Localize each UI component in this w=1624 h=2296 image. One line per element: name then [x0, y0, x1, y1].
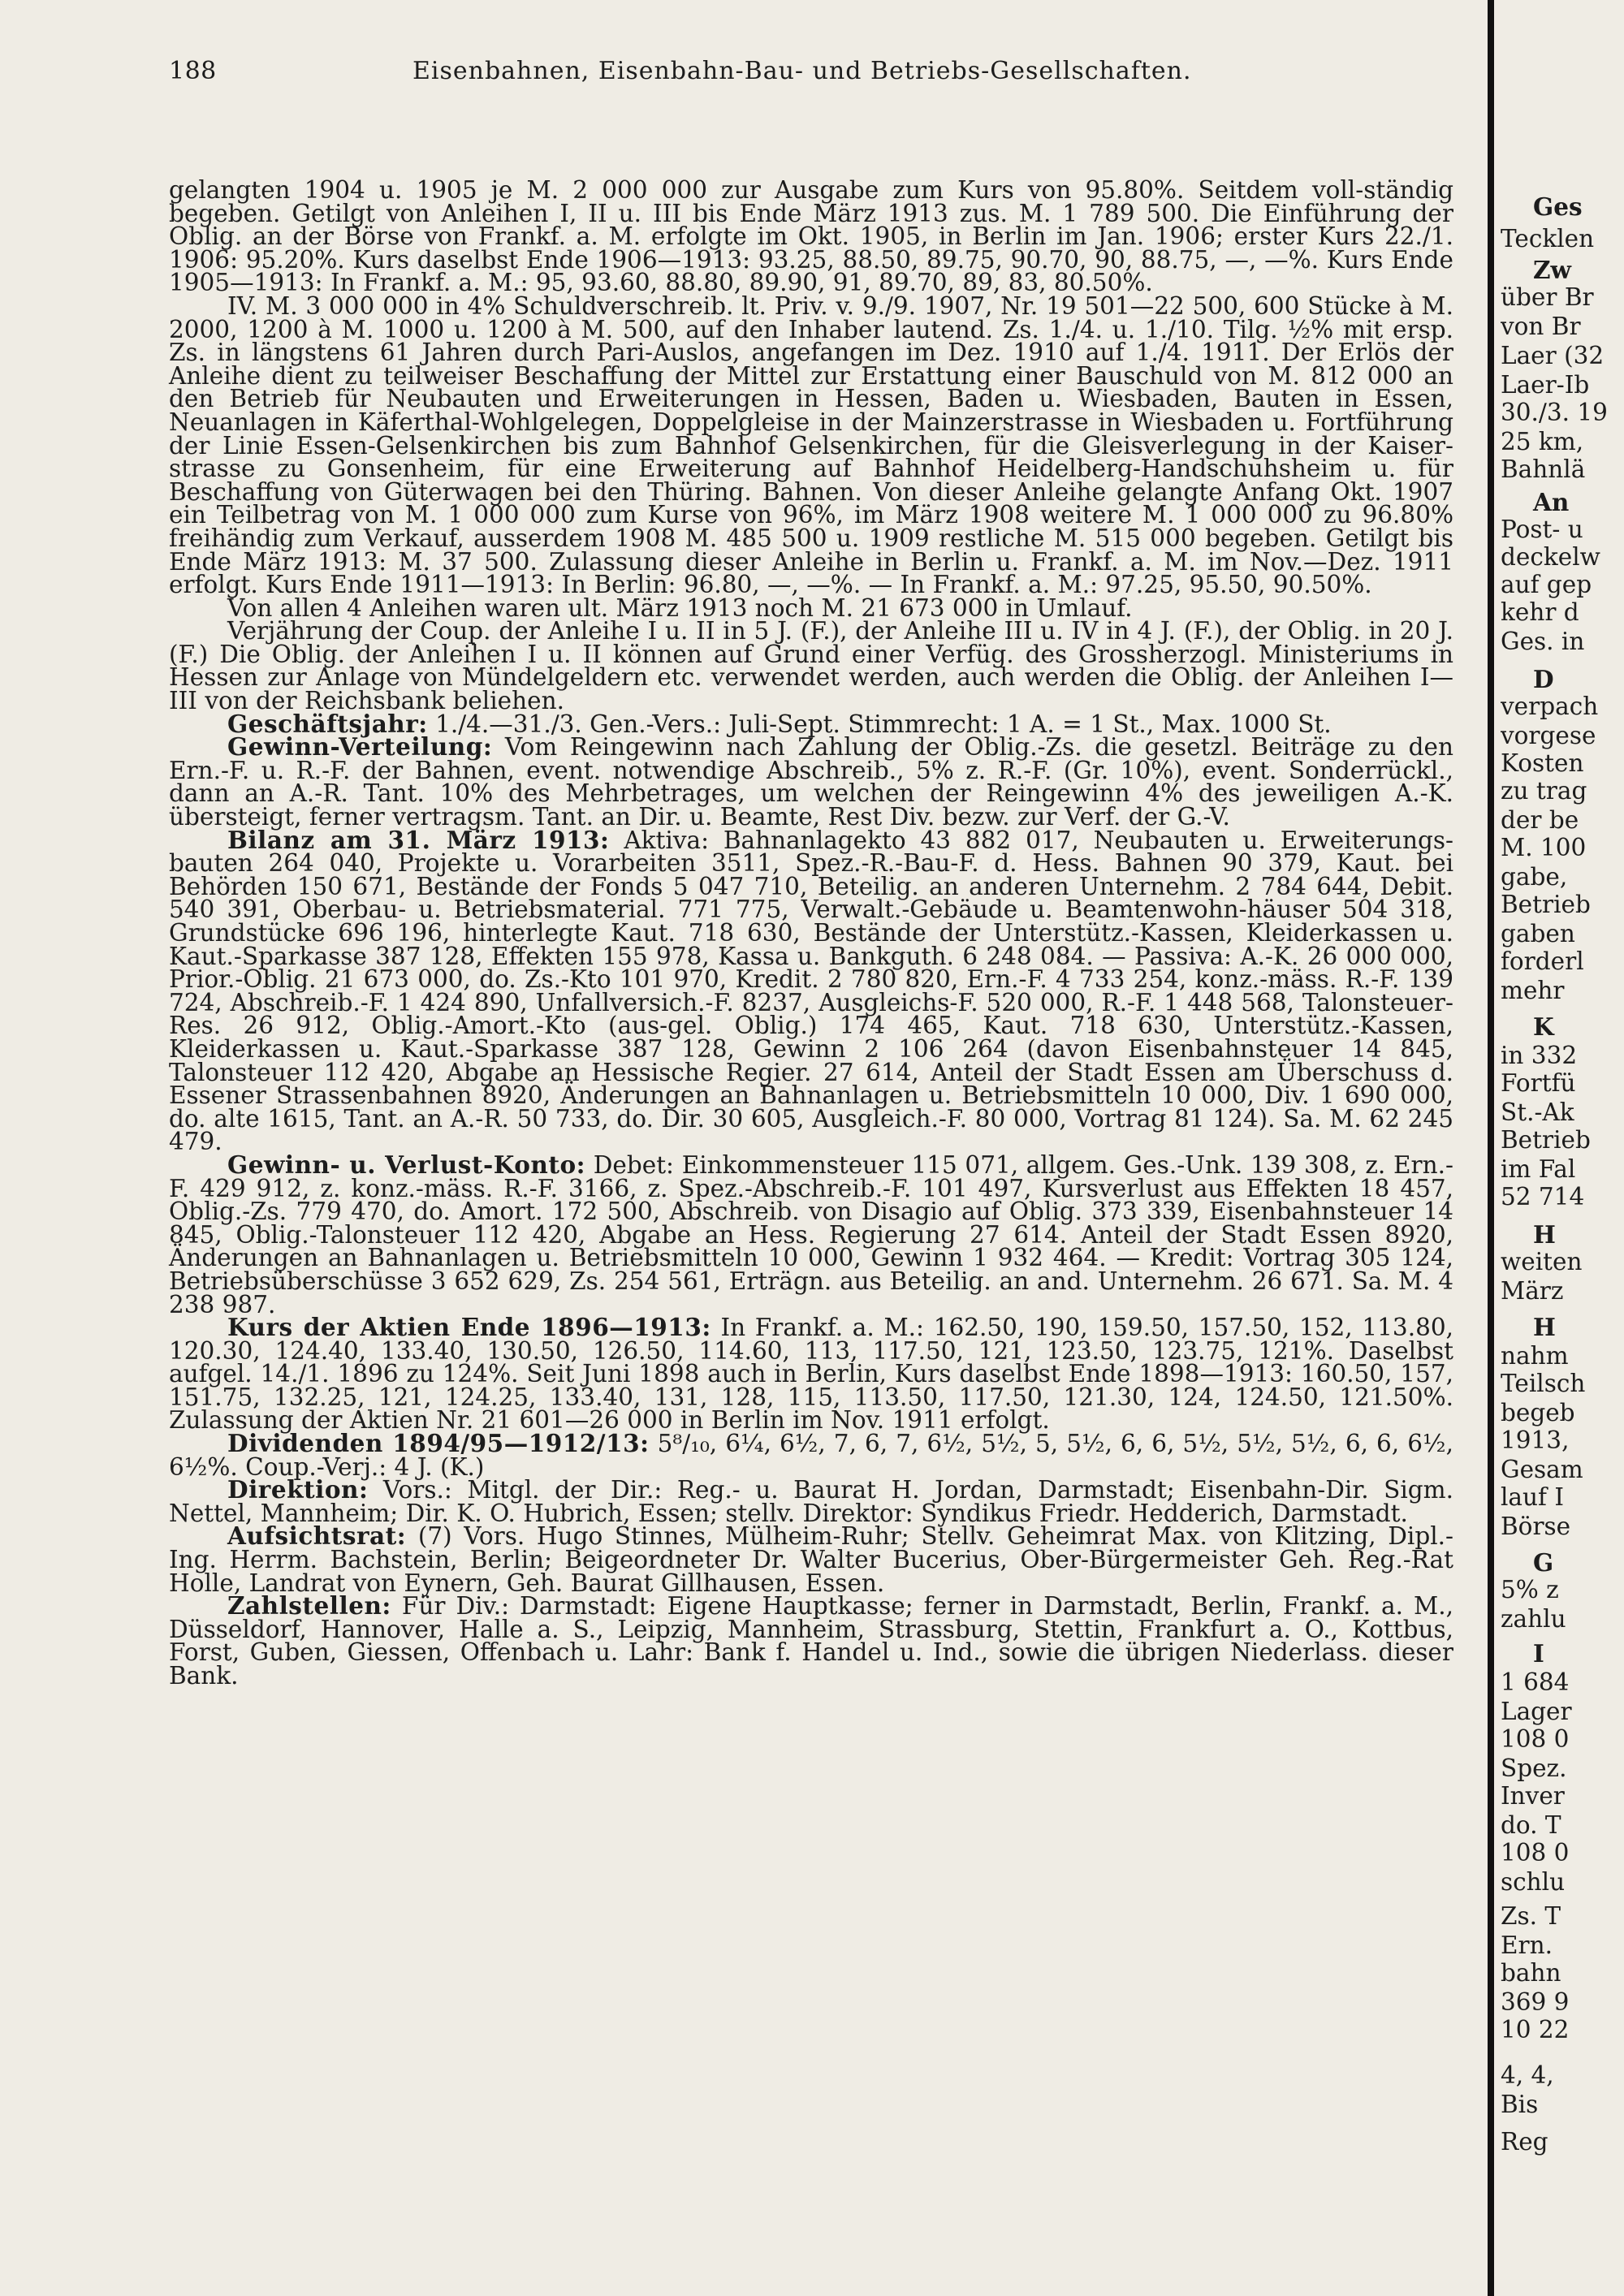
right-column-fragment: 108 0 — [1501, 1725, 1570, 1753]
right-column-fragment: auf gep — [1501, 571, 1592, 598]
right-column-fragment: Bis — [1501, 2091, 1539, 2118]
paragraph-text: Verjährung der Coup. der Anleihe I u. II in 5 J. (F.), der Anleihe III u. IV in 4 J. (F.), der Oblig. in 20 J. (F.) Die Oblig. der Anleihen I u. II können auf Grund einer Verfüg. des Grossherzogl. Ministeriums in Hessen zur Anlage von Mündelgeldern etc. verwendet werden, auch werden die Oblig. der Anleihen I—III von der Reichsbank beliehen. — [169, 617, 1453, 715]
right-column-fragment: Ges. in — [1501, 628, 1585, 655]
paragraph-text: Für Div.: Darmstadt: Eigene Hauptkasse; ferner in Darmstadt, Berlin, Frankf. a. M., Düsseldorf, Hannover, Halle a. S., Leipzig, Mannheim, Strassburg, Stettin, Frankfurt a. O., Kottbus, Forst, Guben, Giessen, Offenbach u. Lahr: Bank f. Handel u. Ind., sowie die übrigen Niederlass. dieser Bank. — [169, 1592, 1453, 1690]
right-column-fragment: Zw — [1533, 256, 1571, 284]
right-column-fragment: St.-Ak — [1501, 1098, 1574, 1126]
right-column-fragment: forderl — [1501, 947, 1584, 975]
right-column-fragment: deckelw — [1501, 543, 1600, 571]
right-column-fragment: D — [1533, 665, 1554, 693]
right-column-fragment: Reg — [1501, 2128, 1548, 2156]
right-column-fragment: 30./3. 19 — [1501, 399, 1608, 426]
page-number: 188 — [169, 57, 217, 85]
right-column-fragment: bahn — [1501, 1959, 1561, 1987]
section-label: Zahlstellen: — [227, 1591, 391, 1621]
right-column-fragment: im Fal — [1501, 1155, 1576, 1183]
right-column-fragment: gaben — [1501, 920, 1575, 947]
right-column-fragment: H — [1533, 1313, 1556, 1341]
right-column-fragment: 1913, — [1501, 1426, 1570, 1454]
right-column-fragment: Fortfü — [1501, 1069, 1576, 1097]
paragraph-text: Von allen 4 Anleihen waren ult. März 1913 noch M. 21 673 000 in Umlauf. — [227, 593, 1133, 622]
main-column — [169, 49, 1453, 1688]
right-column-fragment: 25 km, — [1501, 428, 1584, 455]
right-column-fragment: weiten — [1501, 1248, 1583, 1275]
paragraph-text: Vom Reingewinn nach Zahlung der Oblig.-Zs. die gesetzl. Beiträge zu den Ern.-F. u. R.-F. der Bahnen, event. notwendige Abschreib., 5% z. R.-F. (Gr. 10%), event. Sonderrückl., dann an A.-R. Tant. 10% des Mehrbetrages, um welchen der Reingewinn 4% des jeweiligen A.-K. übersteigt, ferner vertragsm. Tant. an Dir. u. Beamte, Rest Div. bezw. zur Verf. der G.-V. — [169, 733, 1453, 831]
paragraph-balance-sheet — [169, 825, 1453, 1156]
right-column-fragment: Börse — [1501, 1513, 1571, 1540]
paragraph-text: 5⁸/₁₀, 6¼, 6½, 7, 6, 7, 6½, 5½, 5, 5½, 6, 6, 5½, 5½, 5½, 6, 6, 6½, 6½%. Coup.-Verj.: 4 J. (K.) — [169, 1430, 1453, 1481]
right-column-fragment: 1 684 — [1501, 1668, 1570, 1696]
right-column-fragment: Tecklen — [1501, 225, 1595, 252]
right-column-fragment: über Br — [1501, 283, 1594, 311]
right-column-fragment: Post- u — [1501, 516, 1583, 543]
right-column-fragment: begeb — [1501, 1399, 1575, 1426]
right-column-fragment: in 332 — [1501, 1042, 1578, 1069]
right-column-fragment: kehr d — [1501, 598, 1579, 626]
right-column-fragment: von Br — [1501, 313, 1581, 340]
right-column-fragment: Spez. — [1501, 1754, 1567, 1782]
right-column-fragment: mehr — [1501, 977, 1565, 1004]
section-label: Aufsichtsrat: — [227, 1521, 407, 1551]
section-label: Direktion: — [227, 1475, 369, 1504]
right-column-fragment: 10 22 — [1501, 2016, 1570, 2044]
right-column-fragment: zahlu — [1501, 1605, 1566, 1633]
right-column-fragment: 369 9 — [1501, 1988, 1570, 2016]
paragraph-share-prices — [169, 1313, 1453, 1435]
right-column-fragment: Inver — [1501, 1782, 1565, 1810]
right-column-fragment: I — [1533, 1639, 1544, 1668]
paragraph-coupon-expiry — [169, 617, 1453, 715]
paragraph-bond-iv — [169, 291, 1453, 599]
paragraph-paying-agents — [169, 1591, 1453, 1690]
paragraph-text: IV. M. 3 000 000 in 4% Schuldverschreib. lt. Priv. v. 9./9. 1907, Nr. 19 501—22 500, 600 Stücke à M. 2000, 1200 à M. 1000 u. 1200 à M. 500, auf den Inhaber lautend. Zs. 1./4. u. 1./10. Tilg. ½% mit ersp. Zs. in längstens 61 Jahren durch Pari-Auslos, angefangen im Dez. 1910 auf 1./4. 1911. Der Erlös der Anleihe dient zu teilweiser Beschaffung der Mittel zur Erstattung einer Bauschuld von M. 812 000 an den Betrieb für Neubauten und Erweiterungen in Hessen, Baden u. Wiesbaden, Bauten in Essen, Neuanlagen in Käferthal-Wohlgelegen, Doppelgleise in der Mainzerstrasse in Wiesbaden u. Fortführung der Linie Essen-Gelsenkirchen bis zum Bahnhof Gelsenkirchen, für die Gleisverlegung in der Kaiser-strasse zu Gonsenheim, für eine Erweiterung auf Bahnhof Heidelberg-Handschuhsheim u. für Beschaffung von Güterwagen bei den Thüring. Bahnen. Von dieser Anleihe gelangte Anfang Okt. 1907 ein Teilbetrag von M. 1 000 000 zum Kurse von 96%, im März 1908 weitere M. 1 000 000 zu 96.80% freihändig zum Verkauf, ausserdem 1908 M. 485 500 u. 1909 restliche M. 515 000 begeben. Getilgt bis Ende März 1913: M. 37 500. Zulassung dieser Anleihe in Berlin u. Frankf. a. M. im Nov.—Dez. 1911 erfolgt. Kurs Ende 1911—1913: In Berlin: 96.80, —, —%. — In Frankf. a. M.: 97.25, 95.50, 90.50%. — [169, 291, 1453, 599]
right-column-fragment: schlu — [1501, 1868, 1566, 1896]
right-column-fragment: Lager — [1501, 1698, 1572, 1725]
right-column-fragment: nahm — [1501, 1342, 1569, 1370]
paragraph-dividends — [169, 1429, 1453, 1481]
right-column-fragment: H — [1533, 1220, 1556, 1249]
right-column-fragment: Laer-Ib — [1501, 371, 1590, 399]
paragraph-bonds-outstanding — [169, 593, 1453, 622]
column-divider — [1488, 0, 1494, 2296]
right-column-fragment: verpach — [1501, 693, 1599, 720]
section-label: Gewinn- u. Verlust-Konto: — [227, 1150, 586, 1179]
paragraph-text: (7) Vors. Hugo Stinnes, Mülheim-Ruhr; Stellv. Geheimrat Max. von Klitzing, Dipl.-Ing. Herrm. Bachstein, Berlin; Beigeordneter Dr. Walter Bucerius, Ober-Bürgermeister Geh. Reg.-Rat Holle, Landrat von Eynern, Geh. Baurat Gillhausen, Essen. — [169, 1522, 1453, 1597]
right-column-fragment: Laer (32 — [1501, 342, 1605, 369]
right-column-fragment: Bahnlä — [1501, 455, 1586, 483]
running-title: Eisenbahnen, Eisenbahn-Bau- und Betriebs-Gesellschaften. — [412, 57, 1192, 85]
section-label: Geschäftsjahr: — [227, 709, 428, 738]
right-column-fragment: 5% z — [1501, 1576, 1559, 1603]
right-column-cropped — [1501, 0, 1624, 2296]
right-column-fragment: Ges — [1533, 192, 1583, 221]
right-column-fragment: gabe, — [1501, 863, 1568, 891]
paragraph-text: 1./4.—31./3. Gen.-Vers.: Juli-Sept. Stimmrecht: 1 A. = 1 St., Max. 1000 St. — [435, 710, 1332, 738]
right-column-fragment: M. 100 — [1501, 834, 1587, 861]
paragraph-text: In Frankf. a. M.: 162.50, 190, 159.50, 157.50, 152, 113.80, 120.30, 124.40, 133.40, 130.50, 126.50, 114.60, 113, 117.50, 121, 123.50, 123.75, 121%. Daselbst aufgel. 14./1. 1896 zu 124%. Seit Juni 1898 auch in Berlin, Kurs daselbst Ende 1898—1913: 160.50, 157, 151.75, 132.25, 121, 124.25, 133.40, 131, 128, 115, 113.50, 117.50, 121.30, 124, 124.50, 121.50%. Zulassung der Aktien Nr. 21 601—26 000 in Berlin im Nov. 1911 erfolgt. — [169, 1314, 1453, 1435]
paragraph-management — [169, 1475, 1453, 1527]
paragraph-profit-distribution — [169, 732, 1453, 831]
section-label: Bilanz am 31. März 1913: — [227, 825, 610, 854]
right-column-fragment: K — [1533, 1012, 1554, 1041]
paragraph-bond-intro — [169, 176, 1453, 297]
right-column-fragment: Ern. — [1501, 1931, 1553, 1959]
page-header — [169, 49, 1453, 99]
right-column-fragment: G — [1533, 1548, 1554, 1577]
right-column-fragment: 108 0 — [1501, 1839, 1570, 1867]
section-label: Gewinn-Verteilung: — [227, 732, 493, 762]
right-column-fragment: lauf I — [1501, 1483, 1564, 1511]
section-label: Kurs der Aktien Ende 1896—1913: — [227, 1313, 711, 1342]
right-column-fragment: Teilsch — [1501, 1370, 1586, 1397]
right-column-fragment: vorgese — [1501, 722, 1596, 749]
right-column-fragment: 4, 4, — [1501, 2061, 1554, 2089]
right-column-fragment: Gesam — [1501, 1456, 1583, 1483]
right-column-fragment: An — [1533, 488, 1570, 516]
body-text — [169, 176, 1453, 1690]
paragraph-text: gelangten 1904 u. 1905 je M. 2 000 000 zur Ausgabe zum Kurs von 95.80%. Seitdem voll-ständig begeben. Getilgt von Anleihen I, II u. III bis Ende März 1913 zus. M. 1 789 500. Die Einführung der Oblig. an der Börse von Frankf. a. M. erfolgte im Okt. 1905, in Berlin im Jan. 1906; erster Kurs 22./1. 1906: 95.20%. Kurs daselbst Ende 1906—1913: 93.25, 88.50, 89.75, 90.70, 90, 88.75, —, —%. Kurs Ende 1905—1913: In Frankf. a. M.: 95, 93.60, 88.80, 89.90, 91, 89.70, 89, 83, 80.50%. — [169, 176, 1453, 297]
paragraph-text: Aktiva: Bahnanlagekto 43 882 017, Neubauten u. Erweiterungs-bauten 264 040, Projekte u. Vorarbeiten 3511, Spez.-R.-Bau-F. d. Hess. Bahnen 90 379, Kaut. bei Behörden 150 671, Bestände der Fonds 5 047 710, Beteilig. an anderen Unternehm. 2 784 644, Debit. 540 391, Oberbau- u. Betriebsmaterial. 771 775, Verwalt.-Gebäude u. Beamtenwohn-häuser 504 318, Grundstücke 696 196, hinterlegte Kaut. 718 630, Bestände der Unterstütz.-Kassen, Kleiderkassen u. Kaut.-Sparkasse 387 128, Effekten 155 978, Kassa u. Bankguth. 6 248 084. — Passiva: A.-K. 26 000 000, Prior.-Oblig. 21 673 000, do. Zs.-Kto 101 970, Kredit. 2 780 820, Ern.-F. 4 733 254, konz.-mäss. R.-F. 139 724, Abschreib.-F. 1 424 890, Unfallversich.-F. 8237, Ausgleichs-F. 520 000, R.-F. 1 448 568, Talonsteuer-Res. 26 912, Oblig.-Amort.-Kto (aus-gel. Oblig.) 174 465, Kaut. 718 630, Unterstütz.-Kassen, Kleiderkassen u. Kaut.-Sparkasse 387 128, Gewinn 2 106 264 (davon Eisenbahnsteuer 14 845, Talonsteuer 112 420, Abgabe an Hessische Regier. 27 614, Anteil der Stadt Essen am Überschuss d. Essener Strassenbahnen 8920, Änderungen an Bahnanlagen u. Betriebsmitteln 10 000, Div. 1 690 000, do. alte 1615, Tant. an A.-R. 50 733, do. Dir. 30 605, Ausgleich.-F. 80 000, Vortrag 81 124). Sa. M. 62 245 479. — [169, 826, 1453, 1156]
right-column-fragment: März — [1501, 1277, 1564, 1305]
paragraph-text: Debet: Einkommensteuer 115 071, allgem. Ges.-Unk. 139 308, z. Ern.-F. 429 912, z. konz.-mäss. R.-F. 3166, z. Spez.-Abschreib.-F. 101 497, Kursverlust aus Effekten 18 457, Oblig.-Zs. 779 470, do. Amort. 172 500, Abschreib. von Disagio auf Oblig. 373 339, Eisenbahnsteuer 14 845, Oblig.-Talonsteuer 112 420, Abgabe an Hess. Regierung 27 614. Anteil der Stadt Essen 8920, Änderungen an Bahnanlagen u. Betriebsmitteln 10 000, Gewinn 1 932 464. — Kredit: Vortrag 305 124, Betriebsüberschüsse 3 652 629, Zs. 254 561, Erträgn. aus Beteilig. an and. Unternehm. 26 671. Sa. M. 4 238 987. — [169, 1150, 1453, 1318]
right-column-fragment: 52 714 — [1501, 1183, 1585, 1211]
right-column-fragment: Kosten — [1501, 749, 1584, 777]
right-column-fragment: Betrieb — [1501, 1126, 1591, 1154]
section-label: Dividenden 1894/95—1912/13: — [227, 1429, 650, 1458]
right-column-fragment: der be — [1501, 806, 1579, 834]
paragraph-supervisory-board — [169, 1521, 1453, 1597]
right-column-fragment: zu trag — [1501, 777, 1587, 805]
right-column-fragment: Betrieb — [1501, 891, 1591, 918]
right-column-fragment: Zs. T — [1501, 1902, 1561, 1930]
paragraph-profit-loss — [169, 1150, 1453, 1318]
paragraph-text: Vors.: Mitgl. der Dir.: Reg.- u. Baurat H. Jordan, Darmstadt; Eisenbahn-Dir. Sigm. Nettel, Mannheim; Dir. K. O. Hubrich, Essen; stellv. Direktor: Syndikus Friedr. Hedderich, Darmstadt. — [169, 1476, 1453, 1527]
right-column-fragment: do. T — [1501, 1811, 1561, 1839]
